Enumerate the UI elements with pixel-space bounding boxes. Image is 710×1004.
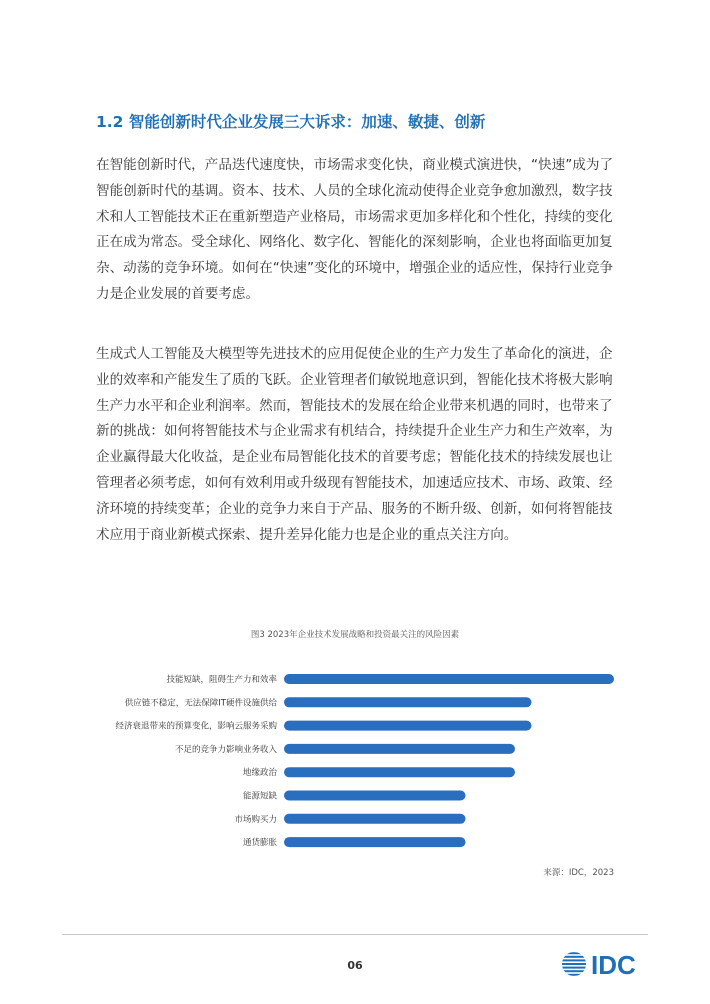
page-number: 06: [347, 959, 363, 972]
bar-label: 地缘政治: [242, 768, 277, 779]
bar: [284, 814, 466, 824]
bar-label: 市场购买力: [234, 814, 277, 825]
logo-wordmark: IDC: [591, 950, 636, 979]
idc-logo: [560, 949, 652, 979]
bar: [284, 674, 614, 684]
bar-label: 技能短缺，阻碍生产力和效率: [166, 675, 277, 685]
bar: [284, 791, 466, 801]
bar-label: 通货膨胀: [242, 838, 277, 849]
bar-label: 不足的竞争力影响业务收入: [174, 744, 277, 755]
risk-factors-bar-chart: [0, 660, 710, 850]
bar-label: 经济衰退带来的预算变化，影响云服务采购: [115, 721, 277, 732]
bar-label: 供应链不稳定，无法保障IT硬件设施供给: [124, 698, 277, 709]
bar: [284, 697, 532, 707]
globe-icon: [560, 952, 588, 976]
paragraph-2: 生成式人工智能及大模型等先进技术的应用促使企业的生产力发生了革命化的演进，企业的效率和产能发生了质的飞跃。企业管理者们敏锐地意识到，智能化技术将极大影响生产力水平和企业利润率。然而，智能技术的发展在给企业带来机遇的同时，也带来了新的挑战：如何将智能技术与企业需求有机结合，持续提升企业生产力和生产效率，为企业赢得最大化收益，是企业布局智能化技术的首要考虑；智能化技术的持续发展也让管理者必须考虑，如何有效利用或升级现有智能技术，加速适应技术、市场、政策、经济环境的持续变革；企业的竞争力来自于产品、服务的不断升级、创新，如何将智能技术应用于商业新模式探索、提升差异化能力也是企业的重点关注方向。: [96, 346, 613, 543]
footer-divider: [62, 934, 648, 935]
bar: [284, 744, 515, 754]
chart-title: 图3 2023年企业技术发展战略和投资最关注的风险因素: [250, 630, 460, 640]
chart-source: 来源：IDC，2023: [543, 868, 614, 878]
section-heading: 1.2 智能创新时代企业发展三大诉求：加速、敏捷、创新: [96, 113, 486, 131]
bar-label: 能源短缺: [242, 791, 277, 802]
paragraph-1: 在智能创新时代，产品迭代速度快，市场需求变化快，商业模式演进快，“快速”成为了智能创新时代的基调。资本、技术、人员的全球化流动使得企业竞争愈加激烈，数字技术和人工智能技术正在重新塑造产业格局，市场需求更加多样化和个性化，持续的变化正在成为常态。受全球化、网络化、数字化、智能化的深刻影响，企业也将面临更加复杂、动荡的竞争环境。如何在“快速”变化的环境中，增强企业的适应性，保持行业竞争力是企业发展的首要考虑。: [96, 157, 614, 302]
bar: [284, 837, 466, 847]
bar: [284, 721, 532, 731]
bar: [284, 767, 515, 777]
